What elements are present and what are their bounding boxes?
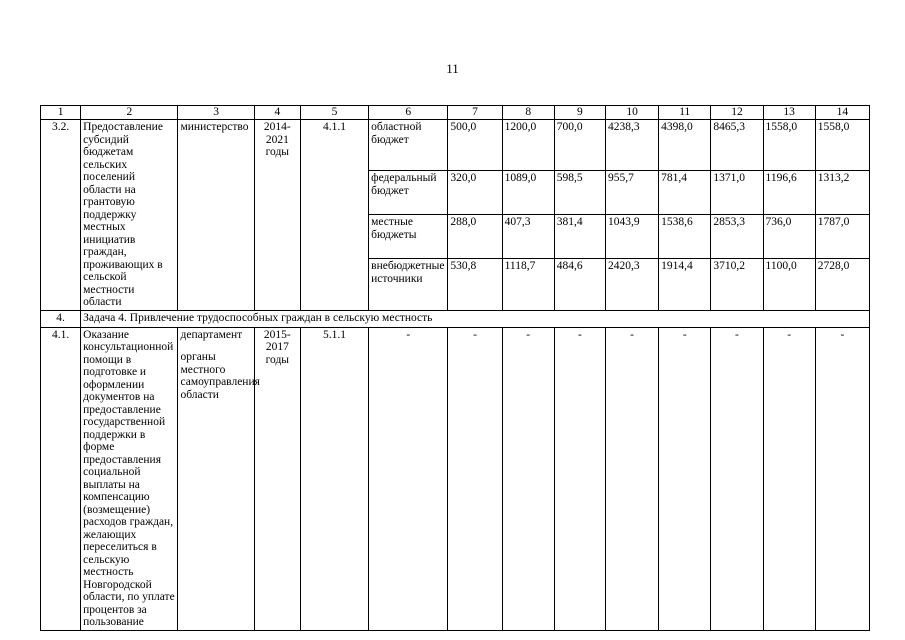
value-cell: 1787,0 <box>815 215 869 259</box>
value-cell: - <box>763 327 815 630</box>
task-row <box>41 310 870 327</box>
task-number: 4. <box>41 310 81 327</box>
value-cell: 2420,3 <box>605 259 658 310</box>
header-cell: 2 <box>81 106 178 120</box>
period: 2015-2017 годы <box>254 327 300 630</box>
table-row <box>41 327 870 630</box>
funding-source: - <box>369 327 448 630</box>
header-cell: 1 <box>41 106 81 120</box>
header-cell: 12 <box>711 106 763 120</box>
value-cell: 1558,0 <box>815 120 869 171</box>
value-cell: 381,4 <box>554 215 605 259</box>
value-cell: 484,6 <box>554 259 605 310</box>
value-cell: 1118,7 <box>502 259 554 310</box>
value-cell: 1313,2 <box>815 171 869 215</box>
executor-primary: департамент <box>180 328 243 341</box>
value-cell: 4238,3 <box>605 120 658 171</box>
value-cell: - <box>711 327 763 630</box>
value-cell: 3710,2 <box>711 259 763 310</box>
value-cell: 1558,0 <box>763 120 815 171</box>
header-cell: 10 <box>605 106 658 120</box>
value-cell: 8465,3 <box>711 120 763 171</box>
value-cell: 407,3 <box>502 215 554 259</box>
funding-source: федеральный бюджет <box>369 171 448 215</box>
activity-name: Оказание консультационной помощи в подготовке и оформлении документов на предоставление государственной поддержки в форме предоставления социальной выплаты на компенсацию (возмещение) расходов граждан, желающих переселиться в сельскую местность Новгородской области, по уплате процентов за пользование <box>81 327 178 630</box>
value-cell: 1538,6 <box>659 215 711 259</box>
header-cell: 9 <box>554 106 605 120</box>
table-row <box>41 120 870 171</box>
value-cell: - <box>502 327 554 630</box>
header-cell: 11 <box>659 106 711 120</box>
row-number: 3.2. <box>41 120 81 311</box>
value-cell: - <box>659 327 711 630</box>
value-cell: 1100,0 <box>763 259 815 310</box>
value-cell: - <box>605 327 658 630</box>
value-cell: 1196,6 <box>763 171 815 215</box>
header-cell: 6 <box>369 106 448 120</box>
program-table <box>40 105 870 631</box>
funding-source: областной бюджет <box>369 120 448 171</box>
page-number: 11 <box>446 61 459 76</box>
value-cell: 1089,0 <box>502 171 554 215</box>
funding-source: местные бюджеты <box>369 215 448 259</box>
target-indicator: 4.1.1 <box>300 120 368 311</box>
executor-secondary: органы местного самоуправления области <box>180 351 260 401</box>
value-cell: 781,4 <box>659 171 711 215</box>
value-cell: 288,0 <box>448 215 502 259</box>
value-cell: 736,0 <box>763 215 815 259</box>
value-cell: 500,0 <box>448 120 502 171</box>
value-cell: 2853,3 <box>711 215 763 259</box>
task-title: Задача 4. Привлечение трудоспособных граждан в сельскую местность <box>81 310 870 327</box>
value-cell: 1200,0 <box>502 120 554 171</box>
value-cell: 700,0 <box>554 120 605 171</box>
header-cell: 13 <box>763 106 815 120</box>
value-cell: 598,5 <box>554 171 605 215</box>
value-cell: 530,8 <box>448 259 502 310</box>
value-cell: 320,0 <box>448 171 502 215</box>
value-cell: 955,7 <box>605 171 658 215</box>
value-cell: - <box>554 327 605 630</box>
value-cell: 2728,0 <box>815 259 869 310</box>
header-cell: 14 <box>815 106 869 120</box>
funding-source: внебюджетные источники <box>369 259 448 310</box>
header-cell: 3 <box>178 106 254 120</box>
header-cell: 8 <box>502 106 554 120</box>
executor <box>178 327 260 630</box>
header-cell: 4 <box>254 106 300 120</box>
value-cell: 1914,4 <box>659 259 711 310</box>
value-cell: - <box>815 327 869 630</box>
value-cell: 4398,0 <box>659 120 711 171</box>
executor: министерство <box>178 120 254 311</box>
row-number: 4.1. <box>41 327 81 630</box>
header-cell: 7 <box>448 106 502 120</box>
target-indicator: 5.1.1 <box>300 327 368 630</box>
period: 2014-2021 годы <box>254 120 300 311</box>
header-row <box>41 106 870 120</box>
activity-name: Предоставление субсидий бюджетам сельских поселений области на грантовую поддержку местных инициатив граждан, проживающих в сельской местности области <box>81 120 178 311</box>
header-cell: 5 <box>300 106 368 120</box>
value-cell: 1043,9 <box>605 215 658 259</box>
value-cell: - <box>448 327 502 630</box>
value-cell: 1371,0 <box>711 171 763 215</box>
